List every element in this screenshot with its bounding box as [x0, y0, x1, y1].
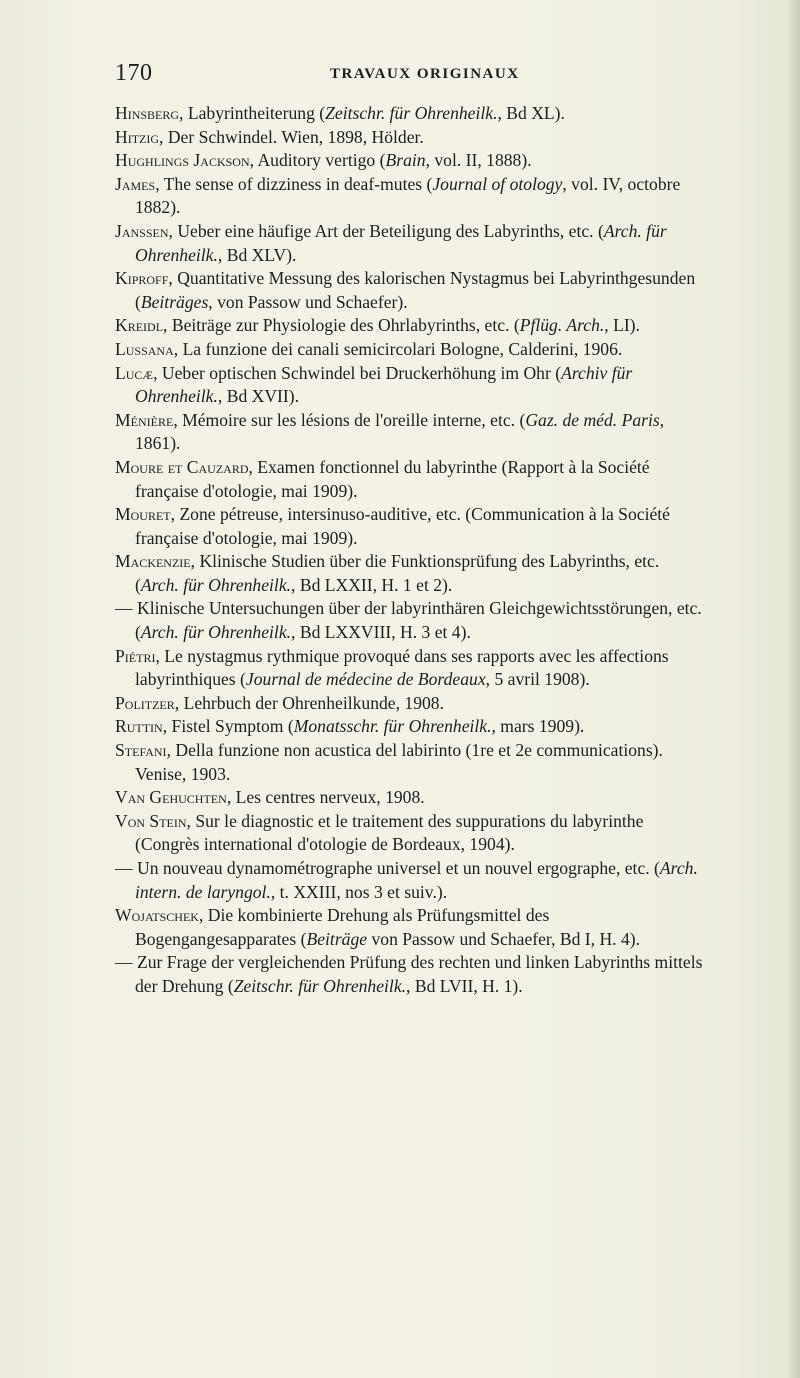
entry-journal: Brain	[385, 150, 426, 171]
bibliography-entry	[115, 715, 705, 739]
entry-author: —	[115, 952, 133, 973]
entry-journal: Beiträge	[306, 928, 368, 949]
entry-author: Hitzig	[115, 126, 160, 147]
bibliography-entry	[115, 456, 705, 503]
entry-author: Janssen	[115, 220, 169, 241]
entry-author: Stefani	[115, 740, 167, 761]
entry-text: , Ueber eine häufige Art der Beteiligung des Labyrinths, etc. (	[168, 220, 604, 241]
bibliography-entry	[115, 220, 705, 267]
entry-text: , La funzione dei canali semicircolari Bologne, Calderini, 1906.	[173, 338, 623, 359]
bibliography-entry	[115, 739, 705, 786]
entry-text: , Ueber optischen Schwindel bei Druckerhöhung im Ohr (	[153, 362, 562, 383]
page-number: 170	[115, 60, 153, 86]
entry-text: , Quantitative Messung des kalorischen Nystagmus bei Labyrinthgesunden (	[135, 268, 696, 312]
entry-journal: Arch. intern. de laryngol.	[135, 858, 698, 902]
entry-tail: , mars 1909).	[491, 716, 585, 737]
entry-text: , Mémoire sur les lésions de l'oreille interne, etc. (	[173, 409, 526, 430]
bibliography-entry	[115, 149, 705, 173]
entry-tail: , 5 avril 1908).	[485, 669, 590, 690]
bibliography-entry	[115, 338, 705, 362]
entry-author: Ménière	[115, 409, 174, 430]
entry-author: Von Stein	[115, 810, 187, 831]
entry-journal: Zeitschr. für Ohrenheilk.	[325, 103, 498, 123]
entry-text: , Klinische Studien über die Funktionsprüfung des Labyrinths, etc. (	[135, 551, 660, 595]
entry-author: Hughlings Jackson	[115, 150, 250, 171]
bibliography-entry	[115, 810, 705, 857]
entry-author: Lucæ	[115, 362, 154, 383]
entry-tail: , Bd LVII, H. 1).	[406, 975, 523, 996]
entry-author: Piétri	[115, 645, 156, 666]
entry-journal: Journal de médecine de Bordeaux	[245, 669, 486, 690]
entry-journal: Beiträges	[140, 291, 209, 312]
bibliography-entry	[115, 597, 705, 644]
entry-journal: Pflüg. Arch.	[519, 315, 605, 336]
bibliography-entry	[115, 102, 705, 126]
entry-author: Hinsberg	[115, 103, 180, 123]
entry-tail: , t. XXIII, nos 3 et suiv.).	[270, 881, 448, 902]
entry-text: , Die kombinierte Drehung als Prüfungsmittel des Bogengangesapparates (	[135, 905, 550, 949]
entry-text: , Auditory vertigo (	[249, 150, 386, 171]
entry-tail: von Passow und Schaefer, Bd I, H. 4).	[367, 928, 641, 949]
bibliography-entry	[115, 951, 705, 998]
entry-journal: Arch. für Ohrenheilk.	[140, 622, 292, 643]
entry-tail: , Bd XLV).	[217, 244, 297, 265]
bibliography-entry	[115, 857, 705, 904]
entry-text: , The sense of dizziness in deaf-mutes (	[155, 173, 433, 194]
entry-author: James	[115, 173, 156, 194]
entry-author: Lussana	[115, 338, 174, 359]
entry-text: , Beiträge zur Physiologie des Ohrlabyrinths, etc. (	[163, 315, 520, 336]
entry-text: , Le nystagmus rythmique provoqué dans ses rapports avec les affections labyrinthiques (	[135, 645, 669, 690]
bibliography-entry	[115, 314, 705, 338]
entry-author: Kiproff	[115, 268, 169, 289]
bibliography-entry	[115, 267, 705, 314]
entry-tail: , von Passow und Schaefer).	[208, 291, 408, 312]
entry-text: Zur Frage der vergleichenden Prüfung des rechten und linken Labyrinths mittels der Drehung (	[132, 952, 703, 996]
entry-text: , Fistel Symptom (	[162, 716, 294, 737]
entry-tail: , vol. II, 1888).	[425, 150, 532, 171]
entry-author: Kreidl	[115, 315, 164, 336]
entry-tail: , 1861).	[135, 409, 665, 454]
entry-text: , Les centres nerveux, 1908.	[226, 787, 425, 808]
bibliography-entry	[115, 503, 705, 550]
entry-tail: , Bd LXXII, H. 1 et 2).	[291, 574, 453, 595]
bibliography-entry	[115, 692, 705, 716]
entry-tail: , vol. IV, octobre 1882).	[135, 173, 681, 218]
entry-author: Wojatschek	[115, 905, 199, 926]
entry-tail: , Bd XVII).	[217, 386, 300, 407]
entry-author: Mackenzie	[115, 551, 191, 572]
entry-text: Un nouveau dynamométrographe universel et un nouvel ergographe, etc. (	[132, 858, 660, 878]
entry-text: Klinische Untersuchungen über der labyrinthären Gleichgewichtsstörungen, etc. (	[132, 598, 702, 643]
entry-text: , Examen fonctionnel du labyrinthe (Rapport à la Société française d'otologie, mai 1909).	[135, 456, 650, 501]
entry-text: , Zone pétreuse, intersinuso-auditive, etc. (Communication à la Société française d'otologie, mai 1909).	[135, 504, 670, 548]
entry-author: Van Gehuchten	[115, 787, 227, 808]
bibliography-entry	[115, 173, 705, 220]
entry-author: Moure et Cauzard	[115, 456, 249, 477]
entry-journal: Monatsschr. für Ohrenheilk.	[293, 716, 492, 737]
bibliography-entry	[115, 362, 705, 409]
bibliography-entry	[115, 786, 705, 810]
entry-journal: Arch. für Ohrenheilk.	[140, 574, 292, 595]
entry-author: Ruttin	[115, 716, 163, 737]
page-header	[115, 60, 695, 90]
running-title: TRAVAUX ORIGINAUX	[330, 66, 520, 82]
entry-text: , Della funzione non acustica del labirinto (1re et 2e communications). Venise, 1903.	[135, 740, 663, 784]
entry-text: , Sur le diagnostic et le traitement des suppurations du labyrinthe (Congrès international d'otologie de Bordeaux, 1904).	[135, 810, 644, 855]
entry-journal: Arch. für Ohrenheilk.	[135, 220, 667, 265]
entry-author: —	[115, 598, 133, 619]
entry-journal: Gaz. de méd. Paris	[525, 409, 660, 430]
entry-tail: , Bd LXXVIII, H. 3 et 4).	[291, 622, 471, 643]
entry-journal: Journal of otology	[432, 173, 563, 194]
bibliography-entry	[115, 550, 705, 597]
entry-author: Politzer	[115, 692, 175, 713]
entry-author: Mouret	[115, 504, 171, 525]
bibliography-list	[115, 102, 705, 999]
bibliography-entry	[115, 904, 705, 951]
entry-journal: Archiv für Ohrenheilk.	[135, 362, 633, 407]
entry-tail: , Bd XL).	[497, 103, 565, 123]
entry-text: , Labyrintheiterung (	[179, 103, 326, 123]
page-edge-shadow	[786, 0, 800, 1378]
entry-tail: , LI).	[604, 315, 640, 336]
entry-author: —	[115, 858, 133, 878]
bibliography-entry	[115, 645, 705, 692]
entry-journal: Zeitschr. für Ohrenheilk.	[233, 975, 407, 996]
entry-text: , Lehrbuch der Ohrenheilkunde, 1908.	[174, 692, 444, 713]
entry-text: , Der Schwindel. Wien, 1898, Hölder.	[159, 126, 424, 147]
bibliography-entry	[115, 126, 705, 150]
bibliography-entry	[115, 409, 705, 456]
